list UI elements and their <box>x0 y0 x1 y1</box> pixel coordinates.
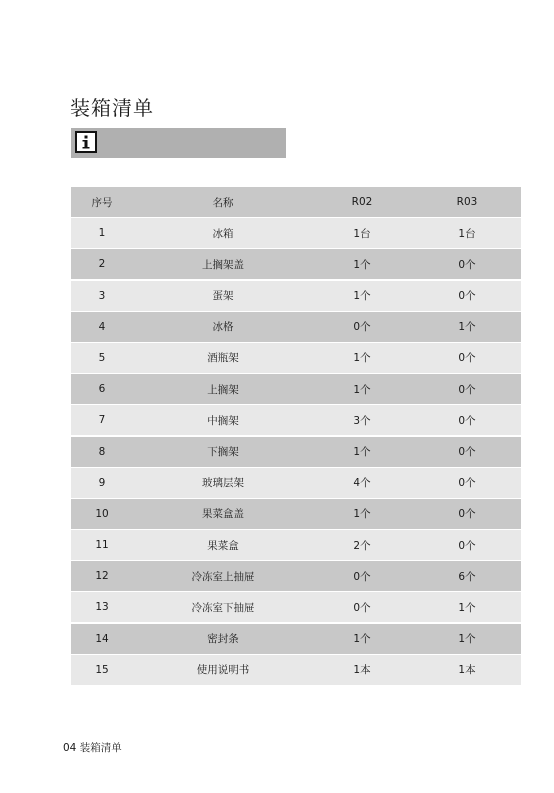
cell-no: 14 <box>95 632 109 645</box>
table-header-row <box>71 187 521 217</box>
cell-r03: 1个 <box>458 633 476 646</box>
page-title: 装箱清单 <box>70 96 154 120</box>
cell-name: 上搁架 <box>207 383 239 396</box>
cell-r02: 3个 <box>353 414 371 427</box>
cell-no: 2 <box>98 258 106 271</box>
cell-no: 15 <box>95 663 109 676</box>
cell-r03: 1个 <box>458 321 476 334</box>
table-row <box>71 437 521 467</box>
table-row <box>71 499 521 529</box>
table-row <box>71 249 521 279</box>
table-row <box>71 561 521 591</box>
cell-r02: 0个 <box>353 321 371 334</box>
table-body <box>71 218 521 685</box>
cell-r02: 1个 <box>353 290 371 303</box>
cell-r02: 0个 <box>353 601 371 614</box>
header-no: 序号 <box>91 196 113 209</box>
cell-no: 12 <box>95 570 109 583</box>
cell-no: 10 <box>95 507 109 520</box>
cell-name: 酒瓶架 <box>207 352 239 365</box>
cell-r02: 1个 <box>353 508 371 521</box>
info-bar <box>71 128 286 158</box>
cell-name: 冰箱 <box>212 227 234 240</box>
info-icon <box>75 131 97 153</box>
cell-r03: 0个 <box>458 508 476 521</box>
cell-r03: 0个 <box>458 477 476 490</box>
cell-r02: 0个 <box>353 570 371 583</box>
cell-no: 7 <box>98 414 106 427</box>
cell-name: 密封条 <box>207 633 239 646</box>
header-name: 名称 <box>212 196 234 209</box>
cell-no: 4 <box>98 320 106 333</box>
table-row <box>71 655 521 685</box>
cell-r03: 0个 <box>458 352 476 365</box>
cell-r02: 1台 <box>353 227 371 240</box>
cell-r03: 1个 <box>458 601 476 614</box>
cell-r03: 0个 <box>458 539 476 552</box>
table-row <box>71 374 521 404</box>
cell-name: 冷冻室上抽屉 <box>191 570 255 583</box>
table-row <box>71 405 521 435</box>
cell-r02: 1个 <box>353 352 371 365</box>
cell-name: 果菜盒 <box>207 539 239 552</box>
cell-name: 玻璃层架 <box>202 477 244 490</box>
cell-r02: 1个 <box>353 383 371 396</box>
cell-name: 下搁架 <box>207 446 239 458</box>
cell-r02: 2个 <box>353 539 371 552</box>
table-row <box>71 530 521 560</box>
cell-no: 5 <box>98 351 106 364</box>
packing-list-table <box>71 187 521 686</box>
cell-no: 1 <box>98 227 106 240</box>
cell-name: 蛋架 <box>212 290 234 303</box>
cell-name: 冷冻室下抽屉 <box>191 601 255 614</box>
cell-r03: 0个 <box>458 290 476 303</box>
cell-no: 8 <box>98 445 106 458</box>
cell-no: 11 <box>95 539 109 552</box>
cell-r03: 1台 <box>458 227 476 240</box>
cell-r03: 6个 <box>458 570 476 583</box>
table-row <box>71 218 521 248</box>
cell-r02: 1个 <box>353 446 371 458</box>
table-row <box>71 468 521 498</box>
cell-r03: 0个 <box>458 383 476 396</box>
cell-r03: 1本 <box>458 664 476 677</box>
cell-r03: 0个 <box>458 258 476 271</box>
cell-name: 果菜盒盖 <box>202 508 244 521</box>
cell-name: 使用说明书 <box>196 664 250 677</box>
cell-r02: 1个 <box>353 633 371 646</box>
cell-name: 中搁架 <box>207 414 239 427</box>
cell-r02: 1个 <box>353 258 371 271</box>
table-row <box>71 624 521 654</box>
table-row <box>71 312 521 342</box>
cell-no: 9 <box>98 476 106 489</box>
cell-r03: 0个 <box>458 446 476 458</box>
header-r03: R03 <box>456 196 478 208</box>
table-row <box>71 343 521 373</box>
cell-name: 上搁架盖 <box>202 258 244 271</box>
table-row <box>71 592 521 622</box>
cell-r02: 4个 <box>353 477 371 490</box>
cell-no: 3 <box>98 289 106 302</box>
cell-name: 冰格 <box>212 321 234 334</box>
cell-no: 13 <box>95 601 109 614</box>
table-row <box>71 281 521 311</box>
header-r02: R02 <box>351 196 373 208</box>
cell-r03: 0个 <box>458 414 476 427</box>
cell-no: 6 <box>98 383 106 396</box>
cell-r02: 1本 <box>353 664 371 677</box>
page-footer: 04 装箱清单 <box>63 742 122 754</box>
